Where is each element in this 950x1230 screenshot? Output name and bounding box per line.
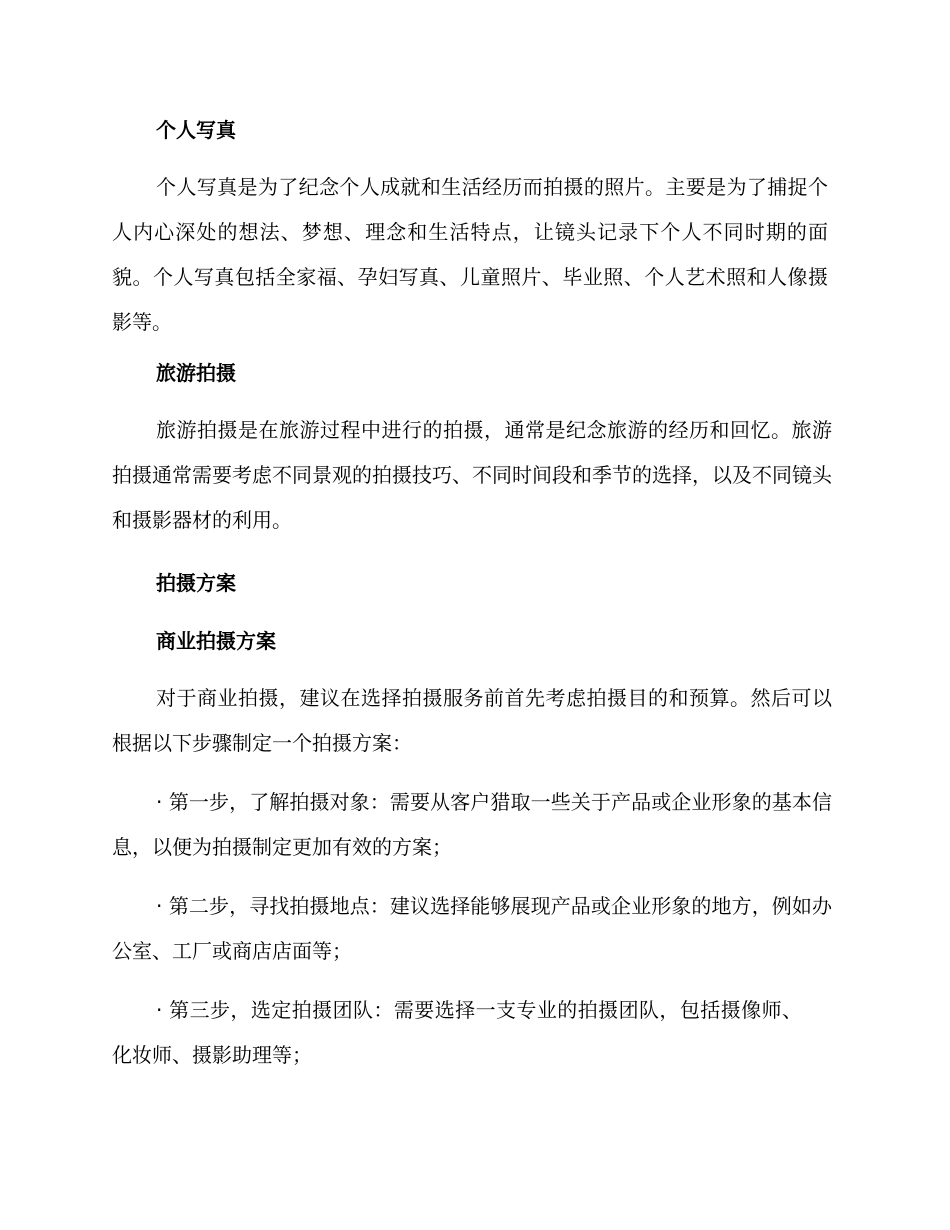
document-page bbox=[112, 100, 832, 1078]
paragraph-travel: 旅游拍摄是在旅游过程中进行的拍摄，通常是纪念旅游的经历和回忆。旅游拍摄通常需要考虑不同景观的拍摄技巧、不同时间段和季节的选择，以及不同镜头和摄影器材的利用。 bbox=[112, 418, 832, 532]
section-heading-portrait: 个人写真 bbox=[156, 118, 236, 142]
list-item-step-1: · 第一步，了解拍摄对象：需要从客户猎取一些关于产品或企业形象的基本信息，以便为拍摄制定更加有效的方案； bbox=[112, 790, 832, 859]
section-heading-travel: 旅游拍摄 bbox=[156, 361, 236, 385]
list-item-step-3: · 第三步，选定拍摄团队：需要选择一支专业的拍摄团队，包括摄像师、化妆师、摄影助理等； bbox=[112, 998, 802, 1067]
paragraph-commercial-intro: 对于商业拍摄，建议在选择拍摄服务前首先考虑拍摄目的和预算。然后可以根据以下步骤制定一个拍摄方案： bbox=[112, 686, 832, 755]
section-heading-plan: 拍摄方案 bbox=[156, 571, 236, 595]
list-item-step-2: · 第二步，寻找拍摄地点：建议选择能够展现产品或企业形象的地方，例如办公室、工厂或商店店面等； bbox=[112, 894, 832, 963]
section-heading-commercial: 商业拍摄方案 bbox=[156, 629, 276, 653]
paragraph-portrait: 个人写真是为了纪念个人成就和生活经历而拍摄的照片。主要是为了捕捉个人内心深处的想法、梦想、理念和生活特点，让镜头记录下个人不同时期的面貌。个人写真包括全家福、孕妇写真、儿童照片、毕业照、个人艺术照和人像摄影等。 bbox=[112, 175, 828, 334]
